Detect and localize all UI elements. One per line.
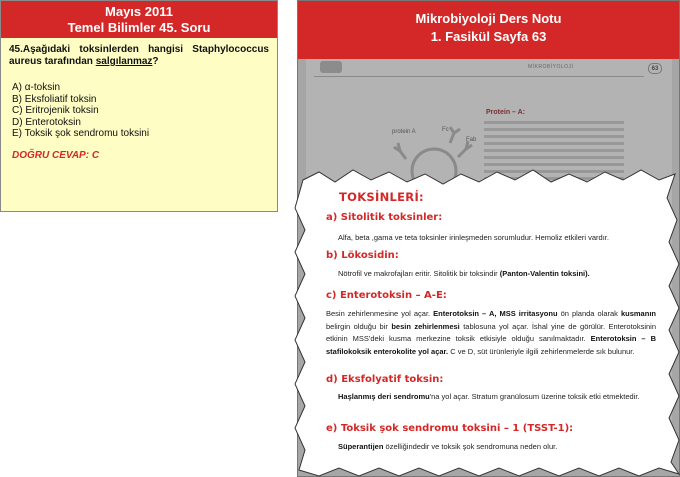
section-d-text — [338, 391, 656, 404]
section-c-part-6: C ve D, süt ürünleriyle ilgili zehirlenmelerde sık bulunur. — [448, 346, 635, 356]
section-c-bold-1: Enterotoksin – A, MSS irritasyonu — [433, 309, 558, 318]
section-c-bold-4: Enterotoksin – B stafilokoksik enterokolite yol açar. — [326, 334, 656, 356]
notes-subtitle: 1. Fasikül Sayfa 63 — [430, 29, 547, 44]
options-list — [9, 82, 269, 140]
section-e-text — [338, 441, 650, 454]
question-suffix: ? — [152, 56, 159, 67]
section-d-heading: d) Eksfolyatif toksin: — [326, 374, 444, 385]
option-c: C) Eritrojenik toksin — [12, 105, 99, 116]
section-a-heading: a) Sitolitik toksinler: — [326, 212, 443, 223]
section-e-plain: özelliğindedir ve toksik şok sendromuna neden olur. — [383, 442, 558, 451]
section-c-heading: c) Enterotoksin – A-E: — [326, 290, 447, 301]
question-exam-title: Temel Bilimler 45. Soru — [67, 20, 211, 35]
option-d: D) Enterotoksin — [12, 116, 81, 128]
page-section-heading: Protein – A: — [486, 109, 526, 116]
section-b-text-plain: Nötrofil ve makrofajları eritir. Sitolitik bir toksindir — [338, 269, 500, 278]
section-c-text — [326, 308, 656, 358]
section-b-heading: b) Lökosidin: — [326, 250, 399, 261]
option-a: A) α-toksin — [12, 82, 61, 93]
section-c-bold-3: besin zehirlenmesi — [391, 321, 460, 331]
section-c-part-5: etkinin MSS'deki kusma merkezine toksik etkisiyle olduğu sanılmaktadır. — [326, 334, 591, 343]
question-underlined-word: salgılanmaz — [95, 56, 153, 67]
question-header — [1, 1, 277, 38]
section-e-bold: Süperantijen — [338, 442, 384, 451]
option-e: E) Toksik şok sendromu toksini — [12, 128, 150, 139]
correct-answer: DOĞRU CEVAP: C — [12, 149, 100, 161]
section-a-text: Alfa, beta ,gama ve teta toksinler irinleşmeden sorumludur. Hemoliz etkileri vardır. — [338, 233, 609, 242]
page-number: 63 — [648, 63, 662, 74]
toxins-callout — [289, 168, 680, 477]
diagram-label-fab: Fab — [466, 137, 477, 143]
section-d-bold: Haşlanmış deri sendromu — [338, 392, 430, 401]
page-running-head: MİKROBİYOLOJİ — [528, 64, 574, 70]
section-d-plain: 'na yol açar. Stratum granülosum üzerine toksik etki etmektedir. — [429, 392, 640, 401]
section-b-text — [338, 268, 650, 281]
question-date: Mayıs 2011 — [105, 4, 173, 19]
toxins-title: TOKSİNLERİ: — [339, 190, 424, 204]
question-card — [0, 0, 278, 212]
diagram-label-protein-a: protein A — [392, 129, 416, 135]
question-text — [9, 44, 269, 68]
notes-header — [298, 1, 679, 59]
option-b: B) Eksfoliatif toksin — [12, 93, 97, 105]
section-c-bold-2: kusmanın — [620, 309, 656, 318]
page-running-bar — [314, 65, 644, 77]
section-c-part-4: tablosuna yol açar. İshal yine de görülür. Enterotoksinin — [459, 321, 657, 331]
book-logo — [320, 61, 342, 73]
section-c-part-1: Besin zehirlenmesine yol açar. — [326, 309, 434, 318]
section-b-text-bold: (Panton-Valentin toksini). — [499, 269, 590, 278]
question-body — [1, 38, 277, 161]
section-e-heading: e) Toksik şok sendromu toksini – 1 (TSST-1): — [326, 423, 574, 434]
notes-title: Mikrobiyoloji Ders Notu — [415, 11, 562, 26]
question-prefix: 45.Aşağıdaki toksinlerden hangisi Staphylococcus aureus tarafından — [9, 44, 269, 67]
section-c-part-3: belirgin olduğu bir — [326, 321, 392, 331]
diagram-label-fc: Fc — [442, 127, 449, 133]
section-c-part-2: ön planda olarak — [557, 309, 621, 318]
